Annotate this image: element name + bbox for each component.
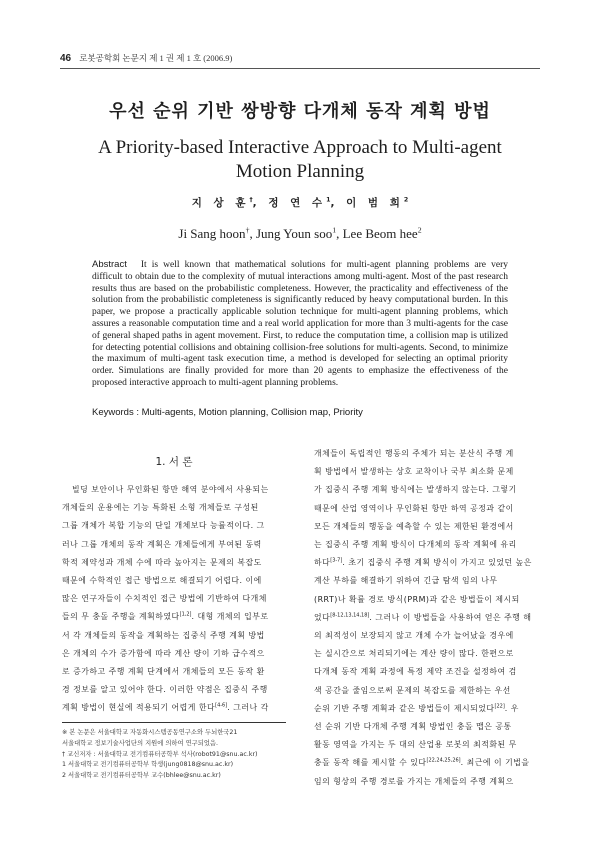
body-text: . 그러나 이 방법들을 사용하여 얻은 주행 해 xyxy=(369,612,532,622)
footnote-line: 1 서울대학교 전기컴퓨터공학부 학생(jung0818@snu.ac.kr) xyxy=(62,761,234,769)
author-mark: 2 xyxy=(403,196,409,204)
author-name: 정 연 수 xyxy=(268,197,327,209)
body-line xyxy=(314,463,538,481)
body-text: 때문에 산업 영역이나 무인화된 항만 하역 공정과 같이 xyxy=(314,503,514,513)
footnotes xyxy=(62,728,294,782)
body-text: 활동 영역을 가지는 두 대의 산업용 로봇의 최적화된 무 xyxy=(314,740,517,750)
journal-name: 로봇공학회 논문지 제 1 권 제 1 호 (2006.9) xyxy=(79,53,233,63)
body-text: 개체들의 운용에는 기능 특화된 소형 개체들로 구성된 xyxy=(62,503,259,513)
body-text: . 그러나 각 xyxy=(227,703,269,713)
body-line xyxy=(314,536,538,554)
body-column-right xyxy=(314,445,538,791)
running-header xyxy=(60,52,540,64)
authors-english: Ji Sang hoon†, Jung Youn soo$^1$, Lee Beom hee$^2$ xyxy=(178,225,422,241)
body-text: 는 집중식 주행 계획 방식이 다개체의 동작 계획에 유리 xyxy=(314,540,517,550)
body-text: 의 최적성이 보장되지 않고 개체 수가 늘어났을 경우에 xyxy=(314,631,514,641)
body-text: 는 실시간으로 처리되기에는 계산 량이 많다. 한편으로 xyxy=(314,649,514,659)
body-text: 로 증가하고 주행 계획 단계에서 개체들의 모든 동작 환 xyxy=(62,667,265,677)
body-line xyxy=(314,645,538,663)
body-text: 빌딩 보안이나 무인화된 항만 해역 분야에서 사용되는 xyxy=(72,485,269,494)
body-line xyxy=(62,590,286,608)
footnote-line: † 교신저자 : 서울대학교 전기컴퓨터공학부 석사(robot91@snu.ac.kr) xyxy=(62,750,258,758)
body-text: . 초기 집중식 주행 계획 방식이 가지고 있었던 높은 xyxy=(342,558,532,568)
citation: [8-12,13,14,18] xyxy=(330,612,370,619)
keywords xyxy=(92,407,508,418)
body-line xyxy=(62,681,286,699)
body-text: 러나 그룹 개체의 동작 계획은 개체들에게 부여된 동력 xyxy=(62,539,262,549)
body-text: 충돌 동작 해를 제시할 수 있다 xyxy=(314,758,427,768)
body-line xyxy=(62,663,286,681)
body-line xyxy=(62,645,286,663)
body-text: 경 정보를 알고 있어야 한다. 이러한 약점은 집중식 주행 xyxy=(62,685,268,695)
body-line xyxy=(314,736,538,754)
abstract-label: Abstract xyxy=(92,259,127,270)
footnote-rule xyxy=(62,722,286,723)
author-mark: † xyxy=(245,225,250,235)
author-mark: 1 xyxy=(326,196,331,204)
body-text: 순위 기반 주행 계획과 같은 방법들이 제시되었다 xyxy=(314,703,495,713)
body-text: 은 개체의 수가 증가함에 따라 계산 량이 기하 급수적으 xyxy=(62,648,265,658)
body-line xyxy=(62,536,286,554)
body-line xyxy=(314,627,538,645)
body-line xyxy=(314,500,538,518)
abstract xyxy=(92,259,508,390)
body-line xyxy=(62,699,286,717)
body-line xyxy=(62,627,286,645)
author-name: Ji Sang hoon xyxy=(178,226,246,241)
citation: [22] xyxy=(494,703,505,710)
body-text: 다개체 동작 계획 과정에 특정 제약 조건을 설정하여 검 xyxy=(314,667,517,677)
body-line xyxy=(62,572,286,590)
body-line xyxy=(314,663,538,681)
author-name: 지 상 훈 xyxy=(191,197,250,209)
body-text: 그룹 개체가 복합 기능의 단일 개체보다 능률적이다. 그 xyxy=(62,521,265,531)
body-line xyxy=(314,591,538,609)
body-text: 개체들이 독립적인 행동의 주체가 되는 분산식 주행 계 xyxy=(314,449,514,458)
header-rule xyxy=(60,68,540,69)
body-text: (RRT)나 확률 경로 방식(PRM)과 같은 방법들이 제시되 xyxy=(314,594,520,604)
body-line xyxy=(62,517,286,535)
body-text: . 대형 개체의 입부로 xyxy=(191,612,269,622)
keywords-text: : Multi-agents, Motion planning, Collision map, Priority xyxy=(133,407,363,418)
body-line xyxy=(314,554,538,572)
abstract-text: It is well known that mathematical solutions for multi-agent planning problems are very difficult to obtain due to the complexity of mutual interactions among multi-agent. Most of the past research results thus are based on the probabilistic completeness. However, the practicality and effectiveness of the solution from the probabilistic completeness is significantly reduced by heavy computational burden. In this paper, we propose a practically applicable solution technique for multi-agent planning problems, which assures a reasonable computation time and a real world application for more than 3 multi-agents for the case of general shaped paths in agent movement. First, to reduce the computation time, a collision map is utilized for detecting potential collisions and obtaining collision-free solutions for multi-agents. Second, to minimize the maximum of multi-agent task execution time, a method is developed for selecting an optimal priority order. Simulations are finally provided for more than 20 agents to emphasize the effectiveness of the proposed interactive approach to multi-agent planning problems. xyxy=(92,260,508,388)
citation: [22,24,25,26] xyxy=(426,757,461,764)
author-name: Jung Youn soo xyxy=(255,226,333,241)
section-heading: 1. 서 론 xyxy=(155,456,193,468)
title-english: A Priority-based Interactive Approach to Multi-agent Motion Planning xyxy=(98,137,502,182)
body-text: 모든 개체들의 행동을 예측할 수 있는 제한된 환경에서 xyxy=(314,521,514,531)
body-line xyxy=(314,572,538,590)
body-text: 서 각 개체들의 동작을 계획하는 집중식 주행 계획 방법 xyxy=(62,630,265,640)
body-line xyxy=(314,445,538,463)
body-text: 선 순위 기반 다개체 주행 계획 방법인 충돌 맵은 공통 xyxy=(314,722,512,732)
body-line xyxy=(314,700,538,718)
footnote-line: 서울대학교 정보기술사업단의 지원에 의하여 연구되었음. xyxy=(62,739,218,747)
body-text: 하다 xyxy=(314,558,331,568)
body-line xyxy=(62,608,286,626)
title-korean: 우선 순위 기반 쌍방향 다개체 동작 계획 방법 xyxy=(109,101,491,122)
body-text: . 우 xyxy=(504,703,519,713)
citation: [4-6] xyxy=(215,702,228,709)
body-text: 었다 xyxy=(314,612,331,622)
footnote-line: 2 서울대학교 전기컴퓨터공학부 교수(bhlee@snu.ac.kr) xyxy=(62,772,221,780)
body-line xyxy=(314,609,538,627)
body-line xyxy=(314,718,538,736)
body-text: 때문에 수학적인 접근 방법으로 해결되기 어렵다. 이에 xyxy=(62,576,262,586)
page-number: 46 xyxy=(60,53,72,64)
author-mark: 2 xyxy=(417,225,422,235)
author-mark: 1 xyxy=(332,225,337,235)
body-line xyxy=(62,554,286,572)
body-line xyxy=(62,499,286,517)
body-column-left xyxy=(62,481,286,718)
citation: [1,2] xyxy=(179,611,192,618)
body-text: 계획 방법이 현실에 적용되기 어렵게 한다 xyxy=(62,703,216,713)
author-mark: † xyxy=(249,196,253,204)
body-text: 임의 형상의 주행 경로를 가지는 개체들의 주행 계획으 xyxy=(314,776,514,786)
body-line xyxy=(314,481,538,499)
footnote-line: ※ 본 논문은 서울대학교 자동화시스템공동연구소와 두뇌한국21 xyxy=(62,729,238,736)
authors-korean: 지 상 훈†, 정 연 수$^1$, 이 범 희$^2$ xyxy=(191,196,409,209)
body-text: 학적 제약성과 개체 수에 따라 높아지는 문제의 복잡도 xyxy=(62,557,262,567)
author-name: 이 범 희 xyxy=(346,197,404,209)
body-line xyxy=(314,754,538,772)
body-text: . 최근에 이 기법을 xyxy=(460,758,530,768)
body-text: 많은 연구자들이 수치적인 접근 방법에 기반하여 다개체 xyxy=(62,594,267,604)
body-line xyxy=(314,518,538,536)
body-line xyxy=(314,682,538,700)
citation: [3-7] xyxy=(330,557,343,564)
body-text: 계산 부하를 해결하기 위하여 긴급 탐색 임의 나무 xyxy=(314,576,498,586)
keywords-label: Keywords xyxy=(92,407,134,418)
body-text: 획 방법에서 발생하는 상호 교착이나 국부 최소화 문제 xyxy=(314,467,514,477)
body-text: 들의 무 충돌 주행을 계획하였다 xyxy=(62,612,180,622)
author-name: Lee Beom hee xyxy=(342,226,418,241)
body-line xyxy=(62,481,286,499)
body-text: 가 집중식 주행 계획 방식에는 발생하지 않는다. 그렇기 xyxy=(314,485,517,495)
body-text: 색 공간을 줄임으로써 문제의 복잡도를 제한하는 우선 xyxy=(314,685,511,695)
body-line xyxy=(314,773,538,791)
